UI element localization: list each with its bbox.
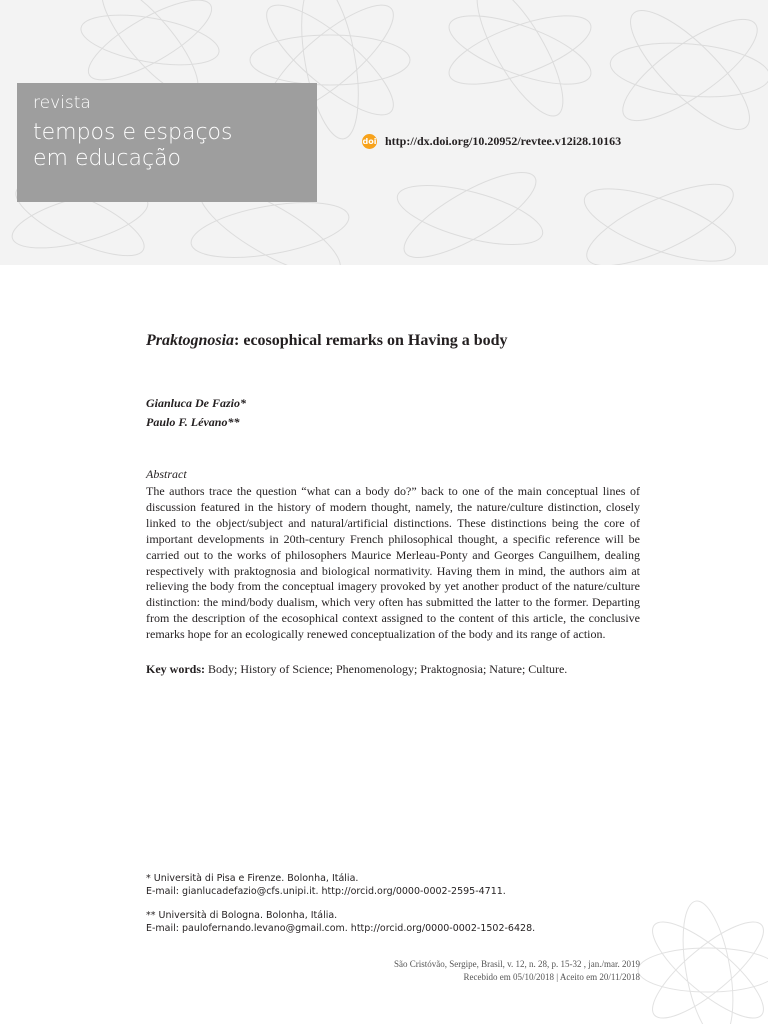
footnote-affiliation: ** Università di Bologna. Bolonha, Itália. — [146, 910, 338, 921]
footnote — [146, 872, 506, 898]
keywords — [146, 661, 640, 677]
decorative-pattern — [598, 890, 768, 1024]
publication-info — [394, 958, 640, 984]
footnote-contact: E-mail: paulofernando.levano@gmail.com. http://orcid.org/0000-0002-1502-6428. — [146, 923, 536, 934]
footnote-contact: E-mail: gianlucadefazio@cfs.unipi.it. http://orcid.org/0000-0002-2595-4711. — [146, 886, 506, 897]
author-list — [146, 394, 246, 432]
publication-info-line: Recebido em 05/10/2018 | Aceito em 20/11/2018 — [463, 972, 640, 982]
header-band — [0, 0, 768, 265]
doi-link[interactable] — [362, 134, 621, 149]
keywords-text: Body; History of Science; Phenomenology; Praktognosia; Nature; Culture. — [205, 662, 568, 676]
abstract-text: The authors trace the question “what can a body do?” back to one of the main conceptual lines of discussion featured in the history of modern thought, namely, the nature/culture distinction, closely linked to the object/subject and natural/artificial distinctions. These distinctions being the core of important developments in 20th-century French philosophical thought, a specific reference will be carried out to the works of philosophers Maurice Merleau-Ponty and Georges Canguilhem, dealing respectively with praktognosia and biological normativity. Having them in mind, the authors aim at relieving the body from the conceptual imagery provoked by yet another product of the nature/culture distinction: the mind/body dualism, which very often has submitted the latter to the former. Departing from the description of the ecosophical context assigned to the content of this article, the conclusive remarks hope for an ecologically renewed conceptualization of the body and its range of action. — [146, 484, 640, 642]
journal-logo — [17, 83, 317, 202]
keywords-label: Key words: — [146, 662, 205, 676]
footnote — [146, 909, 535, 935]
publication-info-line: São Cristóvão, Sergipe, Brasil, v. 12, n. 28, p. 15-32 , jan./mar. 2019 — [394, 959, 640, 969]
author-name: Gianluca De Fazio* — [146, 396, 247, 410]
article-title — [146, 332, 640, 350]
article-title-rest: : ecosophical remarks on Having a body — [234, 332, 508, 349]
footnote-affiliation: * Università di Pisa e Firenze. Bolonha, Itália. — [146, 873, 359, 884]
journal-logo-line1: revista — [33, 93, 91, 113]
author-name: Paulo F. Lévano** — [146, 415, 240, 429]
journal-logo-line2: tempos e espaços — [33, 120, 233, 145]
article-title-italic: Praktognosia — [146, 332, 235, 349]
doi-url[interactable]: http://dx.doi.org/10.20952/revtee.v12i28.10163 — [385, 134, 622, 148]
doi-icon: doi — [362, 134, 377, 149]
abstract-heading: Abstract — [146, 467, 187, 481]
journal-logo-line3: em educação — [33, 146, 182, 171]
